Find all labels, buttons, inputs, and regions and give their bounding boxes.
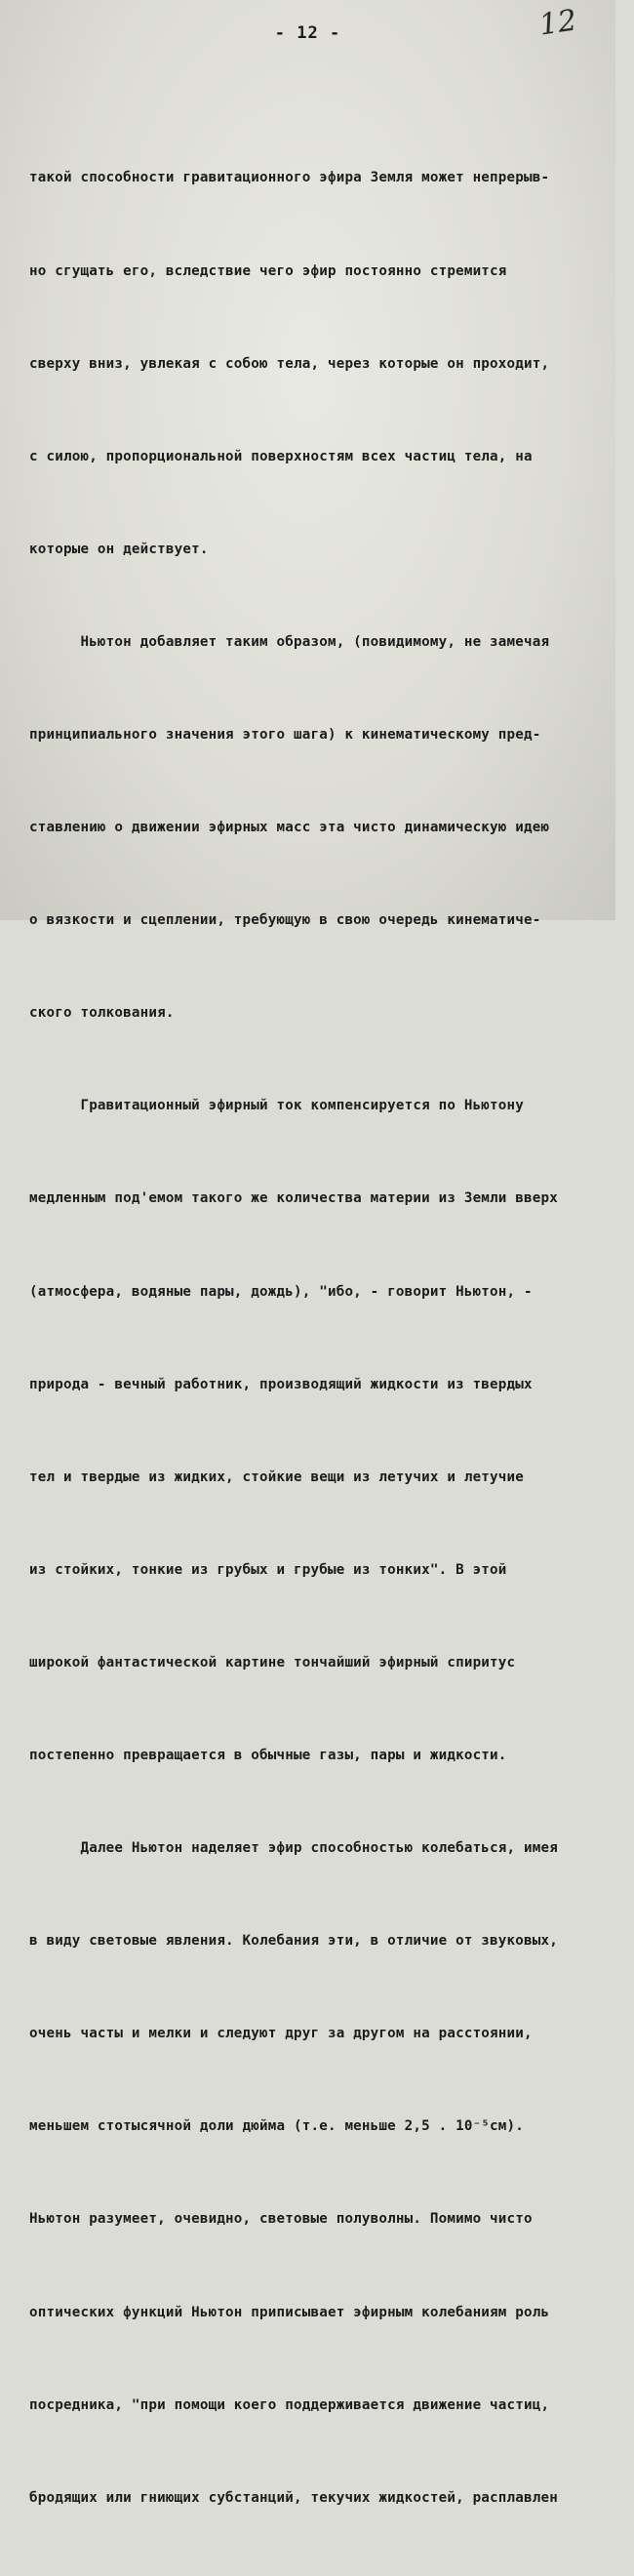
text-line: с силою, пропорциональной поверхностям всех частиц тела, на: [29, 448, 533, 464]
text-line: бродящих или гниющих субстанций, текучих жидкостей, расплавлен: [29, 2489, 558, 2506]
text-line: ставлению о движении эфирных масс эта чисто динамическую идею: [29, 820, 550, 836]
text-line: тел и твердые из жидких, стойкие вещи из летучих и летучие: [29, 1469, 525, 1485]
text-line: Ньютон разумеет, очевидно, световые полуволны. Помимо чисто: [29, 2211, 533, 2228]
page-number: - 12 -: [274, 23, 341, 43]
text-line: меньшем стотысячной доли дюйма (т.е. меньше 2,5 . 10⁻⁵см).: [29, 2118, 525, 2135]
handwritten-page-number: 12: [536, 3, 579, 43]
text-line: (атмосфера, водяные пары, дождь), "ибо, - говорит Ньютон, -: [29, 1283, 533, 1300]
text-line: ского толкования.: [29, 1005, 175, 1022]
text-line: очень часты и мелки и следуют друг за другом на расстоянии,: [29, 2026, 533, 2042]
text-line: из стойких, тонкие из грубых и грубые из тонких". В этой: [29, 1561, 507, 1578]
body-text: [29, 101, 634, 2576]
text-line: в виду световые явления. Колебания эти, в отличие от звуковых,: [29, 1933, 558, 1950]
text-line: медленным под'емом такого же количества материи из Земли вверх: [29, 1190, 558, 1207]
text-line: Далее Ньютон наделяет эфир способностью колебаться, имея: [29, 1840, 558, 1857]
text-line: которые он действует.: [29, 541, 209, 557]
text-line: природа - вечный работник, производящий жидкости из твердых: [29, 1376, 533, 1392]
text-line: сверху вниз, увлекая с собою тела, через которые он проходит,: [29, 355, 550, 372]
text-line: оптических функций Ньютон приписывает эфирным колебаниям роль: [29, 2304, 550, 2320]
text-line: принципиального значения этого шага) к кинематическому пред-: [29, 726, 541, 743]
text-line: посредника, "при помощи коего поддерживается движение частиц,: [29, 2396, 550, 2413]
text-line: широкой фантастической картине тончайший эфирный спиритус: [29, 1654, 516, 1670]
text-line: Ньютон добавляет таким образом, (повидимому, не замечая: [29, 633, 550, 650]
text-line: такой способности гравитационного эфира Земля может непрерыв-: [29, 170, 550, 186]
text-line: о вязкости и сцеплении, требующую в свою очередь кинематиче-: [29, 912, 541, 929]
text-line: но сгущать его, вследствие чего эфир постоянно стремится: [29, 262, 507, 279]
text-line: постепенно превращается в обычные газы, пары и жидкости.: [29, 1748, 507, 1763]
text-line: Гравитационный эфирный ток компенсируется по Ньютону: [29, 1098, 525, 1114]
